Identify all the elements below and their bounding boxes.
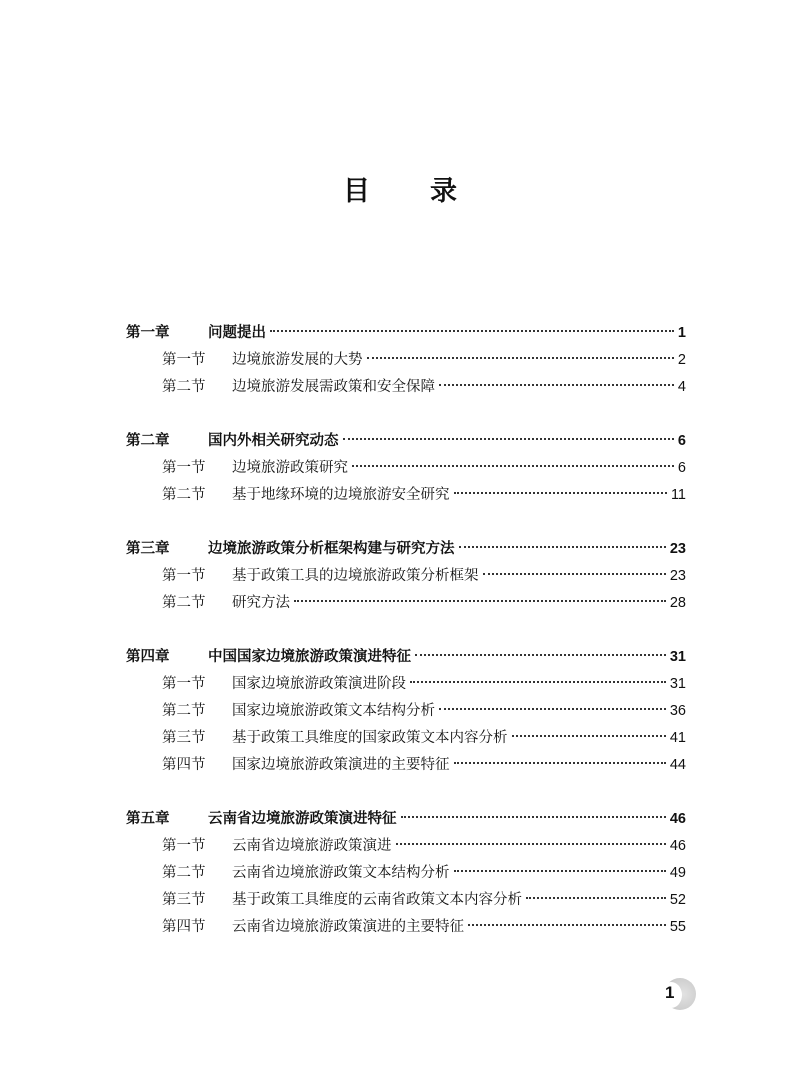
section-number: 第一节 (162, 352, 206, 368)
section-title: 云南省边境旅游政策演进 (232, 838, 392, 854)
toc-chapter-entry[interactable] (126, 806, 686, 833)
section-page-number: 6 (677, 460, 686, 476)
section-number: 第一节 (162, 568, 206, 584)
toc-section-entry[interactable] (126, 914, 686, 941)
chapter-title: 边境旅游政策分析框架构建与研究方法 (208, 541, 455, 557)
chapter-page-number: 46 (669, 811, 686, 827)
section-number: 第三节 (162, 730, 206, 746)
section-label (162, 860, 450, 887)
chapter-group (126, 806, 686, 941)
chapter-group (126, 536, 686, 617)
section-page-number: 44 (669, 757, 686, 773)
toc-section-entry[interactable] (126, 563, 686, 590)
dot-leader (454, 870, 666, 872)
section-number: 第三节 (162, 892, 206, 908)
chapter-number: 第五章 (126, 811, 170, 827)
section-title: 基于地缘环境的边境旅游安全研究 (232, 487, 450, 503)
section-page-number: 4 (677, 379, 686, 395)
chapter-label (126, 536, 455, 563)
chapter-title: 云南省边境旅游政策演进特征 (208, 811, 397, 827)
section-page-number: 55 (669, 919, 686, 935)
dot-leader (270, 330, 674, 332)
chapter-label (126, 644, 411, 671)
toc-chapter-entry[interactable] (126, 320, 686, 347)
dot-leader (483, 573, 666, 575)
chapter-title: 国内外相关研究动态 (208, 433, 339, 449)
section-number: 第二节 (162, 703, 206, 719)
dot-leader (454, 762, 666, 764)
section-page-number: 28 (669, 595, 686, 611)
page-number: 1 (665, 983, 675, 1002)
dot-leader (343, 438, 674, 440)
chapter-page-number: 31 (669, 649, 686, 665)
chapter-number: 第三章 (126, 541, 170, 557)
section-label (162, 671, 406, 698)
chapter-page-number: 6 (677, 433, 686, 449)
chapter-label (126, 320, 266, 347)
section-label (162, 752, 450, 779)
toc-section-entry[interactable] (126, 671, 686, 698)
toc-chapter-entry[interactable] (126, 644, 686, 671)
toc-section-entry[interactable] (126, 725, 686, 752)
chapter-number: 第二章 (126, 433, 170, 449)
section-title: 基于政策工具维度的云南省政策文本内容分析 (232, 892, 522, 908)
toc-chapter-entry[interactable] (126, 536, 686, 563)
dot-leader (401, 816, 666, 818)
chapter-group (126, 320, 686, 401)
section-label (162, 698, 435, 725)
section-number: 第四节 (162, 919, 206, 935)
dot-leader (512, 735, 666, 737)
section-label (162, 347, 363, 374)
chapter-group (126, 644, 686, 779)
toc-section-entry[interactable] (126, 482, 686, 509)
toc-section-entry[interactable] (126, 347, 686, 374)
dot-leader (439, 384, 674, 386)
section-page-number: 46 (669, 838, 686, 854)
section-title: 基于政策工具的边境旅游政策分析框架 (232, 568, 479, 584)
section-number: 第二节 (162, 595, 206, 611)
chapter-title: 问题提出 (208, 325, 266, 341)
section-page-number: 31 (669, 676, 686, 692)
section-title: 国家边境旅游政策文本结构分析 (232, 703, 435, 719)
section-title: 边境旅游发展的大势 (232, 352, 363, 368)
section-title: 云南省边境旅游政策文本结构分析 (232, 865, 450, 881)
section-number: 第一节 (162, 838, 206, 854)
page-title: 目录 (343, 176, 517, 207)
section-page-number: 52 (669, 892, 686, 908)
dot-leader (526, 897, 666, 899)
table-of-contents (126, 320, 686, 968)
section-title: 国家边境旅游政策演进阶段 (232, 676, 406, 692)
section-label (162, 887, 522, 914)
section-title: 研究方法 (232, 595, 290, 611)
toc-section-entry[interactable] (126, 887, 686, 914)
toc-section-entry[interactable] (126, 374, 686, 401)
dot-leader (396, 843, 666, 845)
section-number: 第二节 (162, 487, 206, 503)
section-label (162, 482, 450, 509)
toc-chapter-entry[interactable] (126, 428, 686, 455)
section-number: 第一节 (162, 676, 206, 692)
chapter-label (126, 428, 339, 455)
toc-section-entry[interactable] (126, 698, 686, 725)
section-page-number: 11 (670, 487, 686, 503)
chapter-page-number: 23 (669, 541, 686, 557)
page-number-badge (660, 978, 694, 1012)
section-title: 边境旅游发展需政策和安全保障 (232, 379, 435, 395)
section-page-number: 41 (669, 730, 686, 746)
toc-section-entry[interactable] (126, 590, 686, 617)
chapter-page-number: 1 (677, 325, 686, 341)
dot-leader (454, 492, 667, 494)
section-title: 国家边境旅游政策演进的主要特征 (232, 757, 450, 773)
section-label (162, 833, 392, 860)
section-number: 第二节 (162, 379, 206, 395)
section-label (162, 725, 508, 752)
dot-leader (367, 357, 674, 359)
section-title: 基于政策工具维度的国家政策文本内容分析 (232, 730, 508, 746)
chapter-number: 第一章 (126, 325, 170, 341)
dot-leader (459, 546, 666, 548)
dot-leader (352, 465, 674, 467)
toc-section-entry[interactable] (126, 752, 686, 779)
dot-leader (415, 654, 666, 656)
section-page-number: 2 (677, 352, 686, 368)
toc-section-entry[interactable] (126, 860, 686, 887)
section-label (162, 590, 290, 617)
section-number: 第二节 (162, 865, 206, 881)
section-number: 第四节 (162, 757, 206, 773)
section-label (162, 455, 348, 482)
section-title: 边境旅游政策研究 (232, 460, 348, 476)
chapter-group (126, 428, 686, 509)
chapter-label (126, 806, 397, 833)
section-number: 第一节 (162, 460, 206, 476)
section-page-number: 23 (669, 568, 686, 584)
chapter-title: 中国国家边境旅游政策演进特征 (208, 649, 411, 665)
section-label (162, 563, 479, 590)
section-label (162, 914, 464, 941)
section-label (162, 374, 435, 401)
dot-leader (468, 924, 666, 926)
dot-leader (439, 708, 666, 710)
toc-section-entry[interactable] (126, 455, 686, 482)
dot-leader (294, 600, 666, 602)
dot-leader (410, 681, 666, 683)
section-title: 云南省边境旅游政策演进的主要特征 (232, 919, 464, 935)
section-page-number: 36 (669, 703, 686, 719)
chapter-number: 第四章 (126, 649, 170, 665)
section-page-number: 49 (669, 865, 686, 881)
toc-section-entry[interactable] (126, 833, 686, 860)
